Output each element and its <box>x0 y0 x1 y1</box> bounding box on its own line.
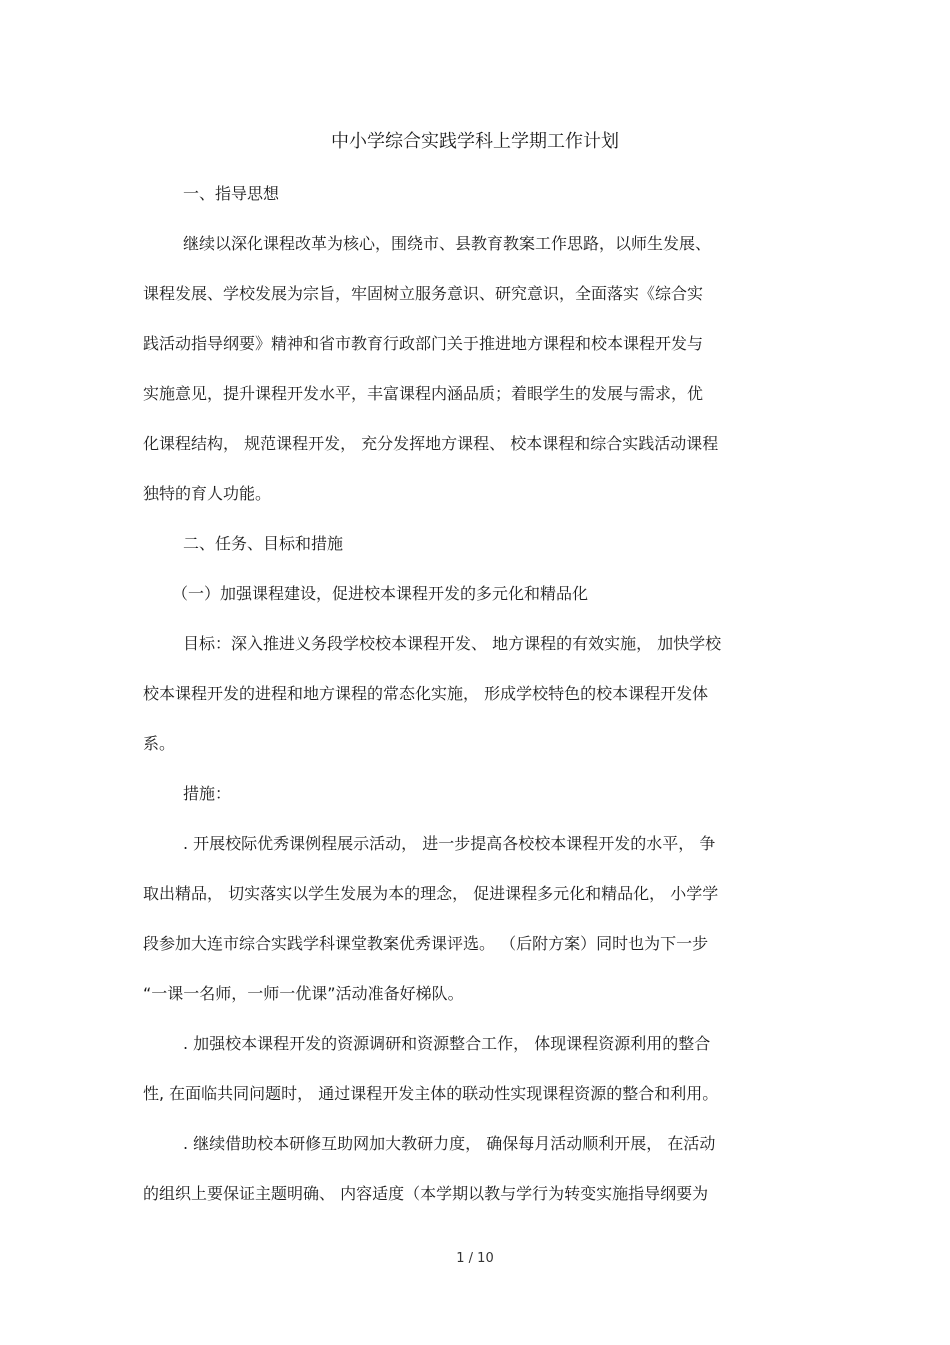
paragraph-line: 实施意见，提升课程开发水平，丰富课程内涵品质；着眼学生的发展与需求，优 <box>143 384 704 403</box>
paragraph-line: 课程发展、学校发展为宗旨，牢固树立服务意识、研究意识，全面落实《综合实 <box>143 284 704 303</box>
paragraph-line: . 继续借助校本研修互助网加大教研力度， 确保每月活动顺利开展， 在活动 <box>183 1134 716 1153</box>
paragraph-line: 的组织上要保证主题明确、 内容适度（本学期以教与学行为转变实施指导纲要为 <box>143 1184 709 1203</box>
paragraph-line: 系。 <box>143 734 176 753</box>
paragraph-line: 独特的育人功能。 <box>143 484 272 503</box>
paragraph-line: 性, 在面临共同问题时， 通过课程开发主体的联动性实现课程资源的整合和利用。 <box>143 1084 719 1103</box>
paragraph-line: 化课程结构， 规范课程开发， 充分发挥地方课程、 校本课程和综合实践活动课程 <box>143 434 719 453</box>
document-title: 中小学综合实践学科上学期工作计划 <box>331 131 619 152</box>
paragraph-line: . 开展校际优秀课例程展示活动， 进一步提高各校校本课程开发的水平， 争 <box>183 834 716 853</box>
subsection-heading: （一）加强课程建设，促进校本课程开发的多元化和精品化 <box>172 584 589 603</box>
paragraph-line: 继续以深化课程改革为核心，围绕市、县教育教案工作思路，以师生发展、 <box>183 234 712 253</box>
paragraph-line: “一课一名师，一师一优课”活动准备好梯队。 <box>143 984 464 1003</box>
paragraph-line: 段参加大连市综合实践学科课堂教案优秀课评选。 （后附方案）同时也为下一步 <box>143 934 709 953</box>
measures-label: 措施： <box>183 784 232 803</box>
paragraph-line: 目标：深入推进义务段学校校本课程开发、 地方课程的有效实施， 加快学校 <box>183 634 722 653</box>
paragraph-line: 践活动指导纲要》精神和省市教育行政部门关于推进地方课程和校本课程开发与 <box>143 334 704 353</box>
section-heading-guiding-ideology: 一、指导思想 <box>183 184 280 203</box>
page-number: 1 / 10 <box>456 1251 494 1266</box>
section-heading-tasks: 二、任务、目标和措施 <box>183 534 344 553</box>
paragraph-line: 校本课程开发的进程和地方课程的常态化实施， 形成学校特色的校本课程开发体 <box>143 684 709 703</box>
paragraph-line: . 加强校本课程开发的资源调研和资源整合工作， 体现课程资源利用的整合 <box>183 1034 711 1053</box>
paragraph-line: 取出精品， 切实落实以学生发展为本的理念， 促进课程多元化和精品化， 小学学 <box>143 884 719 903</box>
